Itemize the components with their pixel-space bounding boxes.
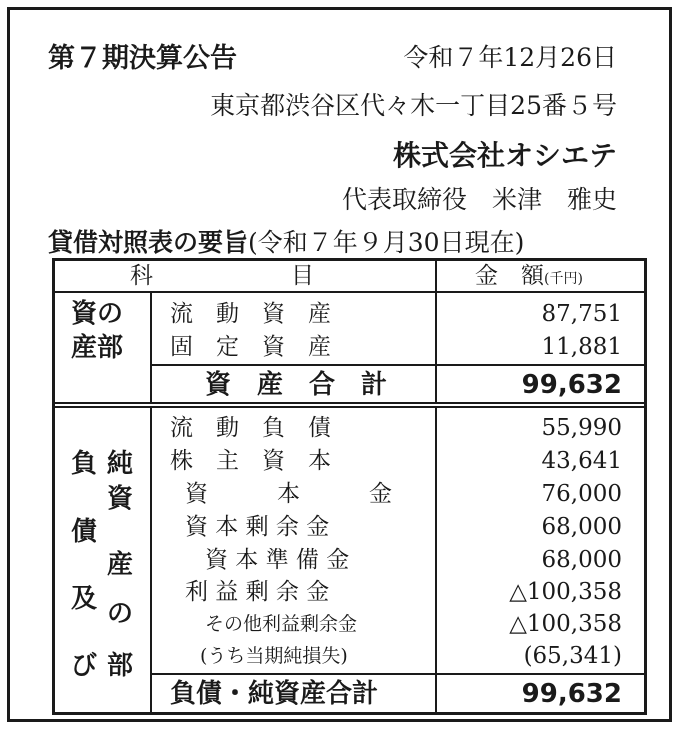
subtitle-date: (令和７年９月30日現在) bbox=[248, 228, 525, 257]
subtitle-main: 貸借対照表の要旨 bbox=[48, 228, 249, 257]
liab-row-label: (うち当期純損失) bbox=[200, 645, 348, 667]
notice-frame bbox=[7, 7, 672, 722]
notice-date: 令和７年12月26日 bbox=[403, 43, 617, 72]
assets-side-divider bbox=[150, 291, 152, 402]
assets-side-label-2: 産部 bbox=[71, 333, 124, 363]
company-address: 東京都渋谷区代々木一丁目25番５号 bbox=[210, 91, 617, 120]
liab-side-char: 債 bbox=[71, 517, 98, 547]
balance-sheet-subtitle bbox=[48, 223, 524, 259]
liab-row-value: (65,341) bbox=[523, 643, 622, 669]
liab-total-rule bbox=[150, 673, 644, 675]
liab-row-label: 資 本 剰 余 金 bbox=[185, 514, 330, 540]
header-rule bbox=[55, 291, 644, 293]
liab-row-value: △100,358 bbox=[509, 611, 622, 637]
equity-side-char: 純 bbox=[107, 449, 134, 479]
asset-row-value: 87,751 bbox=[541, 301, 622, 327]
liab-row-value: 68,000 bbox=[541, 547, 622, 573]
notice-title: 第７期決算公告 bbox=[48, 43, 237, 74]
asset-row-label: 流 動 資 産 bbox=[170, 301, 331, 327]
header-amount-label: 金 額 bbox=[475, 263, 544, 289]
liab-total-value: 99,632 bbox=[521, 679, 622, 709]
liab-row-label: 株 主 資 本 bbox=[170, 448, 331, 474]
liab-side-char: 負 bbox=[71, 449, 98, 479]
equity-side-char: 資 bbox=[107, 484, 134, 514]
assets-side-label-1: 資の bbox=[71, 299, 124, 329]
assets-total-value: 99,632 bbox=[521, 370, 622, 400]
liab-side-char: び bbox=[71, 651, 98, 681]
equity-side-char: 産 bbox=[107, 550, 134, 580]
liab-row-label: その他利益剰余金 bbox=[205, 613, 358, 635]
header-unit: (千円) bbox=[544, 271, 583, 287]
asset-row-value: 11,881 bbox=[541, 334, 622, 360]
liab-row-label: 利 益 剰 余 金 bbox=[185, 579, 330, 605]
balance-sheet-table bbox=[52, 258, 647, 715]
liab-row-label: 流 動 負 債 bbox=[170, 415, 331, 441]
header-amount bbox=[475, 265, 583, 288]
liab-row-label: 資 本 準 備 金 bbox=[205, 547, 350, 573]
liab-row-value: 43,641 bbox=[541, 448, 622, 474]
header-subject: 科 目 bbox=[130, 263, 314, 289]
equity-side-char: の bbox=[107, 599, 134, 629]
liab-row-value: 55,990 bbox=[541, 415, 622, 441]
asset-row-label: 固 定 資 産 bbox=[170, 334, 331, 360]
section-double-rule bbox=[55, 402, 644, 408]
liab-total-label: 負債・純資産合計 bbox=[170, 679, 379, 709]
assets-total-label: 資 産 合 計 bbox=[205, 370, 388, 400]
liab-row-label: 資 本 金 bbox=[185, 481, 392, 507]
assets-total-rule bbox=[150, 364, 644, 366]
liab-row-value: △100,358 bbox=[509, 579, 622, 605]
company-name: 株式会社オシエテ bbox=[392, 139, 617, 172]
liab-side-divider bbox=[150, 408, 152, 712]
amount-column-divider bbox=[435, 261, 437, 712]
liab-side-char: 及 bbox=[71, 584, 98, 614]
representative: 代表取締役 米津 雅史 bbox=[341, 185, 617, 214]
liab-row-value: 76,000 bbox=[541, 481, 622, 507]
equity-side-char: 部 bbox=[107, 651, 134, 681]
liab-row-value: 68,000 bbox=[541, 514, 622, 540]
